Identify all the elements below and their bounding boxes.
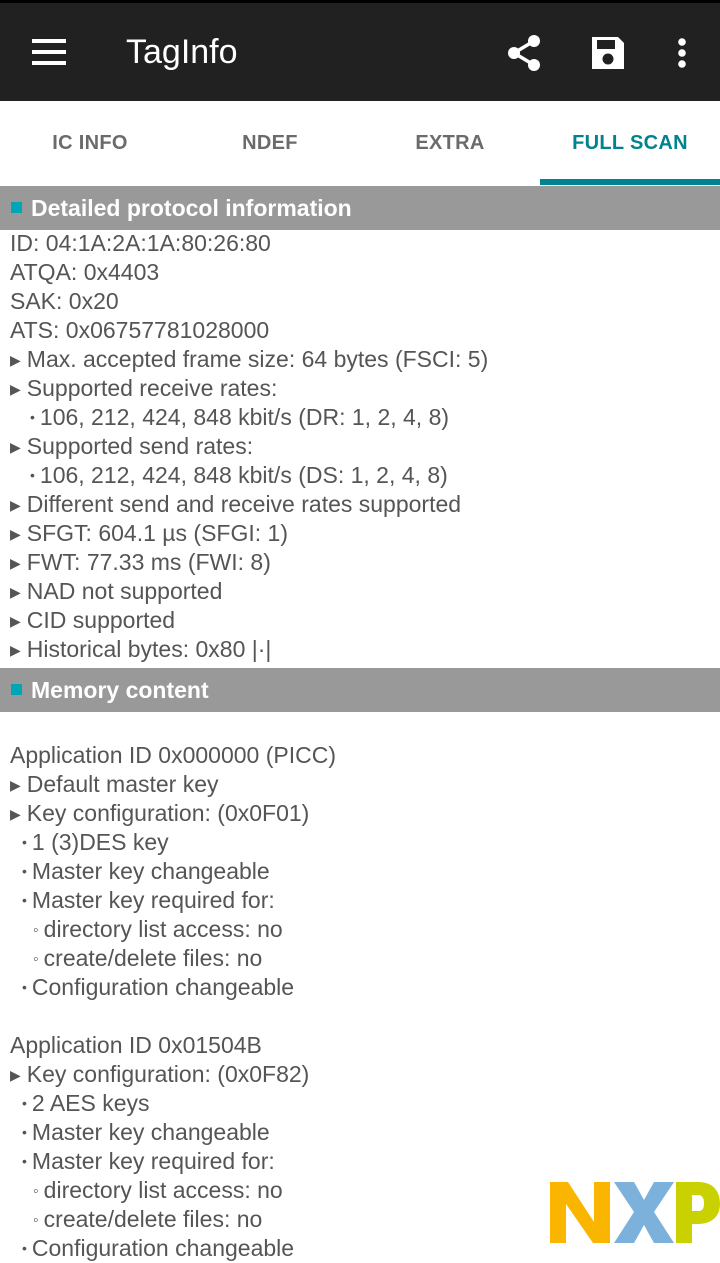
- info-line: [0, 1089, 720, 1118]
- info-line: [0, 828, 720, 857]
- info-text: directory list access: no: [43, 1177, 283, 1203]
- more-vert-icon[interactable]: [660, 31, 704, 75]
- info-text: Application ID 0x01504B: [10, 1032, 262, 1058]
- tab-full-scan[interactable]: FULL SCAN: [540, 101, 720, 185]
- info-line: [0, 432, 720, 461]
- info-text: Master key required for:: [31, 887, 275, 913]
- info-line: [0, 374, 720, 403]
- info-text: 106, 212, 424, 848 kbit/s (DR: 1, 2, 4, 8): [39, 404, 450, 430]
- info-line: [0, 973, 720, 1002]
- info-text: create/delete files: no: [43, 1206, 263, 1232]
- bullet-icon: •: [30, 409, 35, 425]
- info-line: [0, 915, 720, 944]
- info-line: [0, 403, 720, 432]
- info-text: SFGT: 604.1 µs (SFGI: 1): [26, 520, 288, 546]
- info-text: Master key required for:: [31, 1148, 275, 1174]
- info-line: [0, 1002, 720, 1031]
- tab-extra[interactable]: EXTRA: [415, 132, 485, 154]
- info-line: [0, 345, 720, 374]
- info-line: [0, 316, 720, 345]
- info-text: Supported receive rates:: [26, 375, 278, 401]
- info-text: CID supported: [26, 607, 176, 633]
- protocol-info-list: [0, 229, 720, 664]
- nxp-logo: [548, 1182, 720, 1243]
- tab-ic-info[interactable]: IC INFO: [52, 132, 128, 154]
- info-text: Key configuration: (0x0F82): [26, 1061, 310, 1087]
- app-title: TagInfo: [126, 33, 238, 71]
- triangle-bullet-icon: ▶: [10, 439, 21, 455]
- info-text: ID: 04:1A:2A:1A:80:26:80: [10, 230, 271, 256]
- info-line: [0, 548, 720, 577]
- info-text: ATS: 0x06757781028000: [10, 317, 270, 343]
- triangle-bullet-icon: ▶: [10, 352, 21, 368]
- info-text: Configuration changeable: [31, 1235, 295, 1261]
- bullet-icon: ◦: [33, 1212, 39, 1229]
- triangle-bullet-icon: ▶: [10, 777, 21, 793]
- info-line: [0, 741, 720, 770]
- info-line: [0, 577, 720, 606]
- info-text: ATQA: 0x4403: [10, 259, 160, 285]
- triangle-bullet-icon: ▶: [10, 806, 21, 822]
- info-line: [0, 635, 720, 664]
- triangle-bullet-icon: ▶: [10, 497, 21, 513]
- info-line: [0, 886, 720, 915]
- tab-indicator: [540, 179, 720, 185]
- info-text: Default master key: [26, 771, 219, 797]
- info-text: 2 AES keys: [31, 1090, 150, 1116]
- info-line: [0, 1031, 720, 1060]
- info-text: Key configuration: (0x0F01): [26, 800, 310, 826]
- info-text: FWT: 77.33 ms (FWI: 8): [26, 549, 271, 575]
- triangle-bullet-icon: ▶: [10, 555, 21, 571]
- info-text: 1 (3)DES key: [31, 829, 169, 855]
- info-text: Master key changeable: [31, 858, 270, 884]
- menu-icon[interactable]: [32, 39, 66, 65]
- info-text: SAK: 0x20: [10, 288, 119, 314]
- info-line: [0, 1147, 720, 1176]
- memory-content-list: [0, 712, 720, 1263]
- info-line: [0, 461, 720, 490]
- app-bar: [0, 3, 720, 101]
- info-line: [0, 606, 720, 635]
- triangle-bullet-icon: ▶: [10, 1067, 21, 1083]
- section-header-memory: Memory content: [0, 668, 720, 712]
- info-line: [0, 229, 720, 258]
- bullet-icon: •: [22, 979, 27, 995]
- bullet-icon: •: [22, 1124, 27, 1140]
- section-header-protocol: Detailed protocol information: [0, 186, 720, 230]
- info-line: [0, 857, 720, 886]
- bullet-icon: •: [22, 1153, 27, 1169]
- section-marker-icon: [11, 684, 22, 695]
- info-line: [0, 770, 720, 799]
- section-marker-icon: [11, 202, 22, 213]
- info-line: [0, 519, 720, 548]
- bullet-icon: •: [22, 1095, 27, 1111]
- info-text: Application ID 0x000000 (PICC): [10, 742, 336, 768]
- bullet-icon: •: [22, 834, 27, 850]
- bullet-icon: ◦: [33, 1183, 39, 1200]
- info-text: Configuration changeable: [31, 974, 295, 1000]
- bullet-icon: •: [22, 863, 27, 879]
- info-text: Historical bytes: 0x80 |·|: [26, 636, 272, 662]
- save-icon[interactable]: [586, 31, 630, 75]
- info-line: [0, 1060, 720, 1089]
- info-text: Different send and receive rates supported: [26, 491, 462, 517]
- info-text: Max. accepted frame size: 64 bytes (FSCI: 5): [26, 346, 489, 372]
- triangle-bullet-icon: ▶: [10, 613, 21, 629]
- triangle-bullet-icon: ▶: [10, 381, 21, 397]
- info-line: [0, 490, 720, 519]
- tab-ndef[interactable]: NDEF: [242, 132, 298, 154]
- bullet-icon: •: [22, 1240, 27, 1256]
- bullet-icon: •: [22, 892, 27, 908]
- info-line: [0, 287, 720, 316]
- triangle-bullet-icon: ▶: [10, 526, 21, 542]
- info-line: [0, 944, 720, 973]
- info-line: [0, 799, 720, 828]
- share-icon[interactable]: [502, 31, 546, 75]
- tab-bar: [0, 101, 720, 185]
- info-text: 106, 212, 424, 848 kbit/s (DS: 1, 2, 4, 8): [39, 462, 448, 488]
- info-text: directory list access: no: [43, 916, 283, 942]
- info-text: Master key changeable: [31, 1119, 270, 1145]
- info-line: [0, 1118, 720, 1147]
- info-text: create/delete files: no: [43, 945, 263, 971]
- info-text: NAD not supported: [26, 578, 223, 604]
- bullet-icon: •: [30, 467, 35, 483]
- bullet-icon: ◦: [33, 922, 39, 939]
- info-line: [0, 258, 720, 287]
- triangle-bullet-icon: ▶: [10, 642, 21, 658]
- info-text: Supported send rates:: [26, 433, 254, 459]
- info-line: [0, 712, 720, 741]
- triangle-bullet-icon: ▶: [10, 584, 21, 600]
- bullet-icon: ◦: [33, 951, 39, 968]
